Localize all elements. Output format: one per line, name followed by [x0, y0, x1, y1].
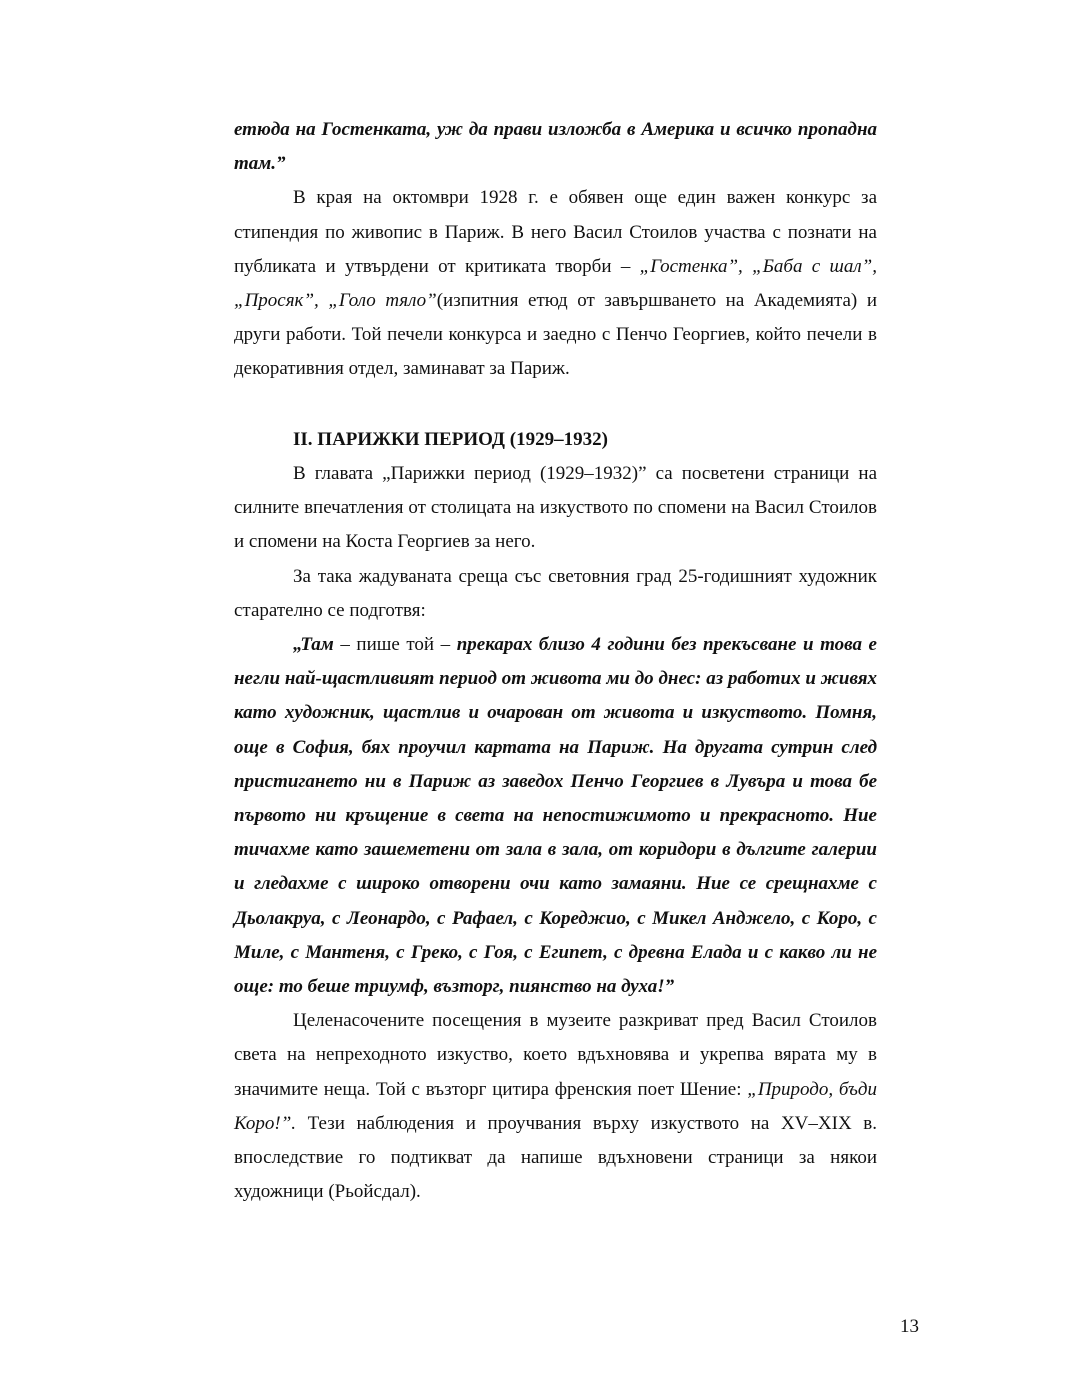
paris-quote-body: прекарах близо 4 години без прекъсване и това е негли най-щастливият период от живота ми до днес: аз работих и живях като художник, щастлив и очарован от живота и изкуството. Помня, още в София, бях проучил картата на Париж. На другата сутрин след пристигането ни в Париж аз заведох Пенчо Георгиев в Лувъра и това бе първото ни кръщение в света на непостижимото и прекрасното. Ние тичахме като зашеметени от зала в зала, от коридори в дългите галерии и гледахме с широко отворени очи като замаяни. Ние се срещнахме с Дьолакруа, с Леонардо, с Рафаел, с Кореджио, с Микел Анджело, с Коро, с Миле, с Мантеня, с Греко, с Гоя, с Египет, с древна Елада и с какво ли не още: то беше триумф, възторг, пиянство на духа!” — [234, 634, 877, 998]
paris-quote-open: „Там — [293, 634, 334, 656]
paris-quote-aside: – пише той – — [333, 634, 457, 656]
section-heading: II. ПАРИЖКИ ПЕРИОД (1929–1932) — [293, 429, 608, 450]
page-number: 13 — [900, 1316, 919, 1337]
chapter-paragraph: В главата „Парижки период (1929–1932)” са посветени страници на силните впечатления от столицата на изкуството по спомени на Васил Стоилов и спомени на Коста Георгиев за него. — [234, 463, 877, 553]
chenier-quote: „Природо, бъди Коро!”. — [234, 1078, 877, 1134]
quote-ending-paragraph: етюда на Гостенката, уж да прави изложба в Америка и всичко пропадна там.” — [234, 119, 877, 175]
meeting-paragraph: За така жадуваната среща със световния град 25-годишният художник старателно се подготвя: — [234, 565, 877, 621]
competition-text-end: (изпитния етюд от завършването на Академията) и други работи. Той печели конкурса и заедно с Пенчо Георгиев, който печели в декоративния отдел, заминават за Париж. — [234, 290, 878, 380]
competition-paragraph — [234, 181, 877, 386]
museums-paragraph — [234, 1004, 877, 1209]
works-list: „Гостенка”, „Баба с шал”, „Просяк”, „Голо тяло” — [234, 255, 878, 312]
museums-text-start: Целенасочените посещения в музеите разкриват пред Васил Стоилов света на непреходното изкуство, което вдъхновява и укрепва вярата му в значимите неща. Той с възторг цитира френския поет Шение: — [234, 1010, 877, 1100]
museums-text-end: Тези наблюдения и проучвания върху изкуството на XV–XIX в. впоследствие го подтикват да напише вдъхновени страници за някои художници (Рьойсдал). — [234, 1112, 877, 1203]
section-body — [234, 457, 877, 1209]
competition-text-start: В края на октомври 1928 г. е обявен още един важен конкурс за стипендия по живопис в Париж. В него Васил Стоилов участва с познати на публиката и утвърдени от критиката творби – — [234, 187, 877, 277]
paris-quote-paragraph — [234, 628, 877, 1004]
